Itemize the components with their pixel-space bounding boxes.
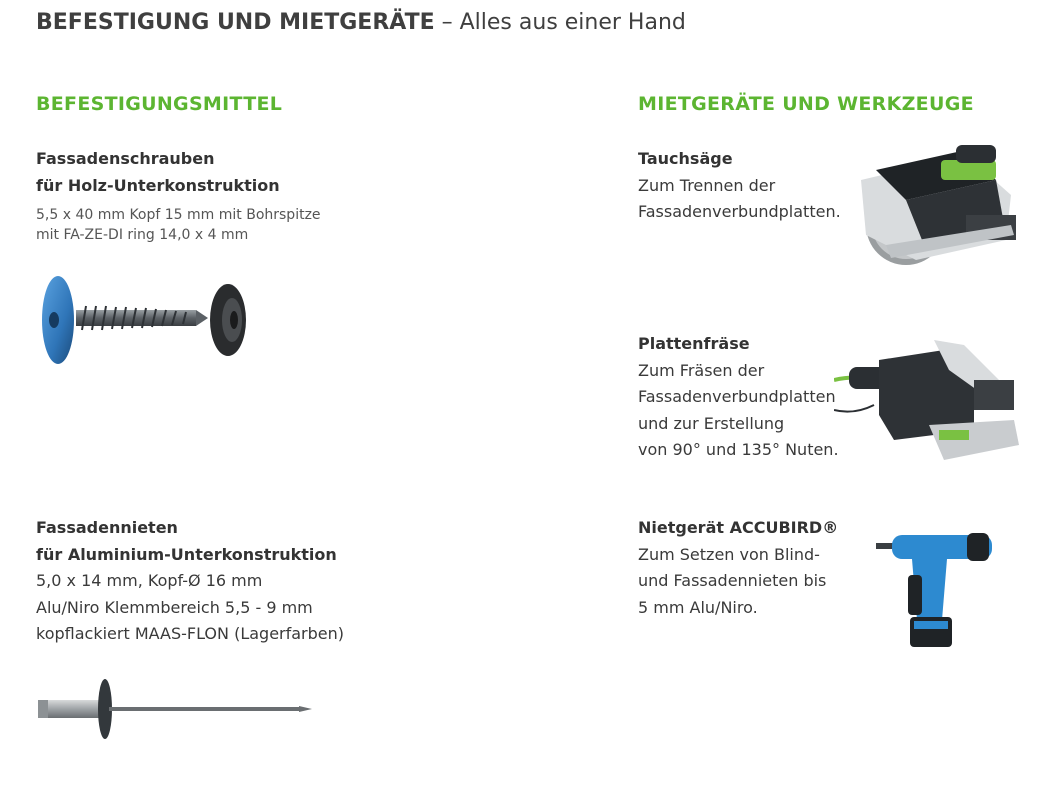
router-description [638, 331, 839, 464]
rivet-tool-image [872, 525, 1002, 655]
rivets-title-2: für Aluminium-Unterkonstruktion [36, 544, 337, 564]
router-title: Plattenfräse [638, 334, 750, 353]
rivets-line-3: kopflackiert MAAS-FLON (Lagerfarben) [36, 624, 345, 643]
plunge-saw-image [846, 140, 1026, 270]
riveter-line-1: Zum Setzen von Blind- [638, 544, 820, 564]
saw-line-2: Fassadenverbundplatten. [638, 202, 841, 221]
rivets-line-2: Alu/Niro Klemmbereich 5,5 - 9 mm [36, 597, 313, 617]
router-line-1: Zum Fräsen der [638, 360, 765, 380]
section-title-rental-tools: MIETGERÄTE UND WERKZEUGE [638, 93, 974, 115]
saw-description [638, 146, 841, 226]
screw-image [36, 272, 261, 372]
router-line-2: Fassadenverbundplatten [638, 387, 836, 406]
rivets-description [36, 515, 344, 648]
riveter-description [638, 515, 838, 621]
screws-title-2: für Holz-Unterkonstruktion [36, 175, 280, 195]
router-line-3: und zur Erstellung [638, 413, 785, 433]
riveter-line-3: 5 mm Alu/Niro. [638, 597, 758, 617]
saw-line-1: Zum Trennen der [638, 175, 776, 195]
page-headline [36, 10, 686, 35]
riveter-title: Nietgerät ACCUBIRD® [638, 518, 839, 537]
headline-subtitle: – Alles aus einer Hand [434, 10, 686, 35]
router-line-4: von 90° und 135° Nuten. [638, 440, 839, 459]
screws-spec-1: 5,5 x 40 mm Kopf 15 mm mit Bohrspitze [36, 207, 321, 223]
rivets-title-1: Fassadennieten [36, 518, 178, 537]
headline-bold: BEFESTIGUNG UND MIETGERÄTE [36, 10, 435, 35]
saw-title: Tauchsäge [638, 149, 733, 168]
rivet-image [34, 676, 319, 742]
rivets-line-1: 5,0 x 14 mm, Kopf-Ø 16 mm [36, 571, 263, 590]
screws-spec-2: mit FA-ZE-DI ring 14,0 x 4 mm [36, 227, 249, 243]
panel-router-image [834, 335, 1029, 465]
screws-title-1: Fassadenschrauben [36, 149, 215, 168]
screws-description [36, 146, 321, 245]
section-title-fasteners: BEFESTIGUNGSMITTEL [36, 93, 283, 115]
riveter-line-2: und Fassadennieten bis [638, 571, 827, 590]
